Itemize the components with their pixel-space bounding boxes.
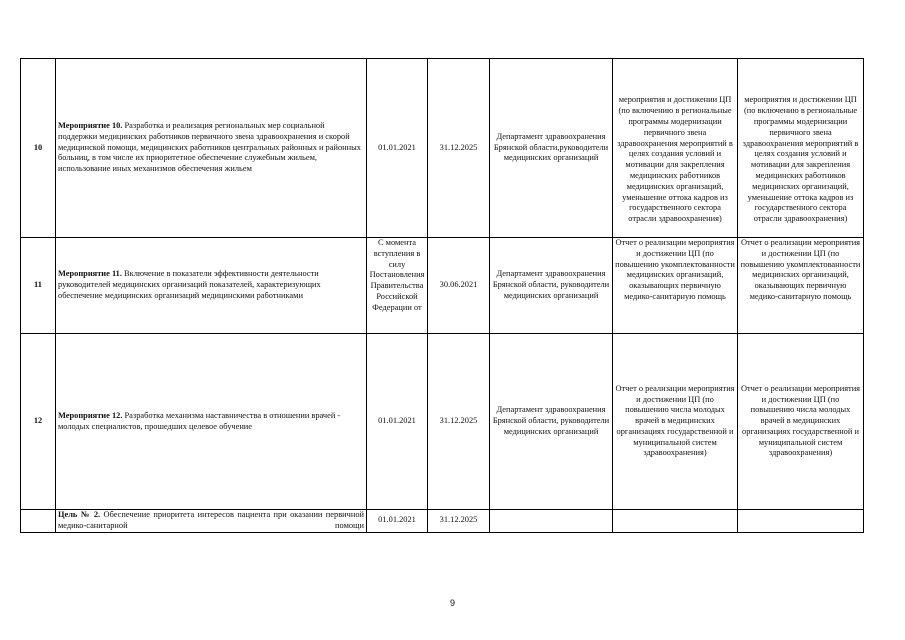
executor: Департамент здравоохранения Брянской области, руководители медицинских организаций [490,238,613,334]
goal-description: Обеспечение приоритета интересов пациента при оказании первичной медико-санитарной помощи [58,510,364,530]
start-date: 01.01.2021 [367,59,428,238]
measure-name [56,238,367,334]
goal-row [21,510,864,533]
row-number: 12 [21,334,56,510]
table-row [21,334,864,510]
start-date: 01.01.2021 [367,334,428,510]
expected-result [613,238,738,334]
goal-expected-result [613,510,738,533]
table-row [21,59,864,238]
measure-description: Включение в показатели эффективности деятельности руководителей медицинских организаций показателей, характеризующих обеспечение медицинских организаций медицинскими работниками [58,269,321,300]
measure-title: Мероприятие 10. [58,121,123,130]
goal-title: Цель № 2. [58,510,101,519]
measure-description: Разработка механизма наставничества в отношении врачей - молодых специалистов, прошедших целевое обучение [58,410,341,431]
result-text: Отчет о реализации мероприятия и достижении ЦП (по повышению укомплектованности медицинских организаций, оказывающих первичную медико-санитарную помощь [615,238,735,301]
row-number: 11 [21,238,56,334]
start-date [367,238,428,334]
measure-name [56,59,367,238]
expected-result: Отчет о реализации мероприятия и достижении ЦП (по повышению числа молодых врачей в медицинских организациях государственной и муниципальной систем здравоохранения) [613,334,738,510]
end-date: 30.06.2021 [428,238,490,334]
measure-title: Мероприятие 11. [58,269,122,279]
measures-table [20,58,864,533]
measure-name [56,334,367,510]
goal-executor [490,510,613,533]
expected-result [613,59,738,238]
row-number: 10 [21,59,56,238]
goal-name [56,510,367,533]
end-date: 31.12.2025 [428,334,490,510]
start-date-text: С момента вступления в силу Постановления Правительства Российской Федерации от [369,238,425,312]
control-event [738,59,864,238]
measure-title: Мероприятие 12. [58,410,123,420]
executor: Департамент здравоохранения Брянской области, руководители медицинских организаций [490,334,613,510]
result-text: мероприятия и достижении ЦП (по включению в региональные программы модернизации первичного звена здравоохранения мероприятий в целях создания условий и мотивации для закрепления медицинских работников медицинских организаций, уменьшение оттока кадров из государственного сектора отрасли здравоохранения) [617,95,733,224]
goal-control-event [738,510,864,533]
goal-number-cell [21,510,56,533]
goal-start-date: 01.01.2021 [367,510,428,533]
measure-description: Разработка и реализация региональных мер социальной поддержки медицинских работников первичного звена здравоохранения и скорой медицинской помощи, медицинских работников центральных районных и районных больниц, в том числе их приоритетное обеспечение служебным жильем, использование иных механизмов обеспечения жильем [58,121,361,174]
control-event: Отчет о реализации мероприятия и достижении ЦП (по повышению числа молодых врачей в медицинских организациях государственной и муниципальной систем здравоохранения) [738,334,864,510]
end-date: 31.12.2025 [428,59,490,238]
page-number: 9 [449,598,455,608]
goal-end-date: 31.12.2025 [428,510,490,533]
table-row [21,238,864,334]
control-event [738,238,864,334]
result-text: Отчет о реализации мероприятия и достижении ЦП (по повышению укомплектованности медицинских организаций, оказывающих первичную медико-санитарную помощь [740,238,861,301]
result-text: мероприятия и достижении ЦП (по включению в региональные программы модернизации первичного звена здравоохранения мероприятий в целях создания условий и мотивации для закрепления медицинских работников медицинских организаций, уменьшение оттока кадров из государственного сектора отрасли здравоохранения) [742,95,859,224]
executor: Департамент здравоохранения Брянской области,руководители медицинских организаций [490,59,613,238]
